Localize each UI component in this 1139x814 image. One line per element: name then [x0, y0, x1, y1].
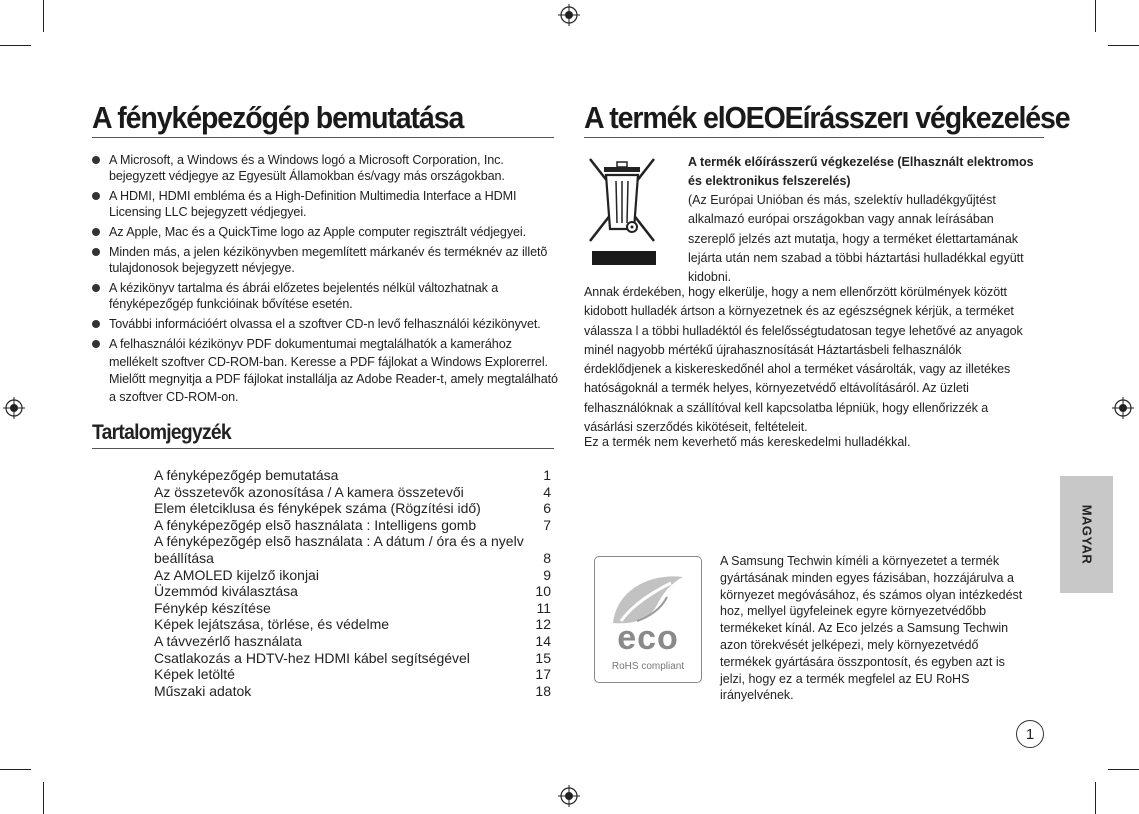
- list-item: További információért olvassa el a szoftver CD-n levő felhasználói kézikönyvet.: [92, 316, 560, 332]
- crop-mark: [0, 45, 31, 46]
- toc-row[interactable]: A fényképezõgép elsõ használata : A dátum / óra és a nyelv: [154, 533, 524, 550]
- list-item: A HDMI, HDMI embléma és a High-Definition Multimedia Interface a HDMI Licensing LLC bejegyzett védjegyei.: [92, 188, 560, 220]
- toc-row[interactable]: A fényképezõgép elsõ használata : Intelligens gomb 7: [154, 516, 551, 533]
- bullet-dot-icon: [92, 156, 100, 164]
- eco-rohs-logo: [594, 556, 702, 683]
- registration-mark-icon: [558, 785, 580, 807]
- eco-description: A Samsung Techwin kíméli a környezetet a termék gyártásának minden egyes fázisában, hozzájárulva a környezet megóvásához, és számos olyan intézkedést hoz, mellyel ügyfeleinek egyre környezetvédőbb termékeket kínál. Az Eco jelzés a Samsung Techwin azon törekvését jelképezi, mely környezetvédő termékek gyártására összpontosít, és egyben azt is jelzi, hogy ez a termék megfelel az EU RoHS irányelvének.: [720, 554, 1023, 703]
- toc-title: Tartalomjegyzék: [92, 421, 231, 444]
- bullet-dot-icon: [92, 320, 100, 328]
- crop-mark: [1108, 45, 1139, 46]
- crop-mark: [1108, 769, 1139, 770]
- toc-row[interactable]: Műszaki adatok 18: [154, 682, 551, 699]
- left-title-rule: [92, 137, 554, 138]
- toc-row[interactable]: Elem életciklusa és fényképek száma (Rögzítési idő) 6: [154, 500, 551, 517]
- disposal-paragraph: Annak érdekében, hogy elkerülje, hogy a nem ellenőrzött körülmények között kidobott hulladék ártson a környezetnek és az egészségnek kérjük, a terméket válassza l a többi hulladéktól és felelősségtudatosan tegye lehetővé az anyagok minél nagyobb mértékű újrahasznosítását Háztartásbeli felhasználók érdeklődjenek a kiskereskedőnél ahol a terméket vásárolták, vagy az illetékes hatóságoknál a termék helyes, környezetvédő eltávolításáról. Az üzleti felhasználóknak a szállítóval kell kapcsolatba lépniük, hogy ellenőrizzék a vásárlási szerződés kikötéseit, feltételeit.: [584, 285, 1023, 435]
- list-item: A kézikönyv tartalma és ábrái előzetes bejelentés nélkül változhatnak a fényképezőgép funkcióinak bővítése esetén.: [92, 280, 560, 312]
- toc-row[interactable]: Képek lejátszása, törlése, és védelme 12: [154, 616, 551, 633]
- bullet-dot-icon: [92, 248, 100, 256]
- list-item: Minden más, a jelen kézikönyvben megemlített márkanév és terméknév az illetõ tulajdonosok bejegyzett névjegye.: [92, 244, 560, 276]
- table-of-contents: [154, 467, 551, 699]
- bullet-dot-icon: [92, 284, 100, 292]
- list-item: Az Apple, Mac és a QuickTime logo az Apple computer regisztrált védjegyei.: [92, 224, 560, 240]
- eco-logo-sub: RoHS compliant: [611, 661, 685, 672]
- toc-row[interactable]: A fényképezőgép bemutatása 1: [154, 467, 551, 483]
- toc-title-rule: [92, 448, 554, 449]
- disposal-heading: A termék előírásszerű végkezelése (Elhasznált elektromos és elektronikus felszerelés): [688, 155, 1034, 188]
- crop-mark: [0, 769, 31, 770]
- bullet-dot-icon: [92, 228, 100, 236]
- toc-row[interactable]: beállítása 8: [154, 549, 551, 566]
- registration-mark-icon: [558, 4, 580, 26]
- trademark-bullet-list: [92, 152, 560, 410]
- weee-bin-icon: [586, 155, 658, 267]
- right-page-title: A termék elOEOEírásszerı végkezelése: [584, 100, 1070, 135]
- toc-row[interactable]: Csatlakozás a HDTV-hez HDMI kábel segítségével 15: [154, 649, 551, 666]
- registration-mark-icon: [3, 397, 25, 419]
- toc-row[interactable]: Fénykép készítése 11: [154, 599, 551, 616]
- left-page-title: A fényképezőgép bemutatása: [92, 100, 464, 135]
- list-item: A felhasználói kézikönyv PDF dokumentumai megtalálhatók a kamerához mellékelt szoftver CD-ROM-ban. Keresse a PDF fájlokat a Windows Explorerrel. Mielőtt megnyitja a PDF fájlokat installálja az Adobe Reader-t, amely megtalálható a szoftver CD-ROM-on.: [92, 336, 560, 406]
- crop-mark: [1095, 0, 1096, 32]
- toc-row[interactable]: Üzemmód kiválasztása 10: [154, 583, 551, 600]
- list-item: A Microsoft, a Windows és a Windows logó a Microsoft Corporation, Inc. bejegyzett védjegye az Egyesült Államokban és/vagy más országokban.: [92, 152, 560, 184]
- bullet-dot-icon: [92, 340, 100, 348]
- page-number: 1: [1016, 720, 1044, 748]
- toc-row[interactable]: A távvezérlő használata 14: [154, 632, 551, 649]
- toc-row[interactable]: Az AMOLED kijelző ikonjai 9: [154, 566, 551, 583]
- registration-mark-icon: [1112, 397, 1134, 419]
- eco-logo-word: eco: [617, 619, 679, 657]
- disposal-paragraph-2: Ez a termék nem keverhető más kereskedelmi hulladékkal.: [584, 435, 911, 449]
- crop-mark: [43, 0, 44, 32]
- toc-row[interactable]: Képek letölté 17: [154, 666, 551, 683]
- disposal-body: (Az Európai Unióban és más, szelektív hulladékgyűjtést alkalmazó európai országokban vagy annak leírásában szereplő jelzés azt mutatja, hogy a terméket élettartamának lejárta után nem szabad a többi háztartási hulladékkal együtt kidobni.: [688, 193, 1024, 285]
- crop-mark: [43, 782, 44, 814]
- bullet-dot-icon: [92, 192, 100, 200]
- right-title-rule: [584, 137, 1044, 138]
- toc-row[interactable]: Az összetevők azonosítása / A kamera összetevői 4: [154, 483, 551, 500]
- language-side-label: MAGYAR: [1079, 504, 1094, 565]
- crop-mark: [1095, 782, 1096, 814]
